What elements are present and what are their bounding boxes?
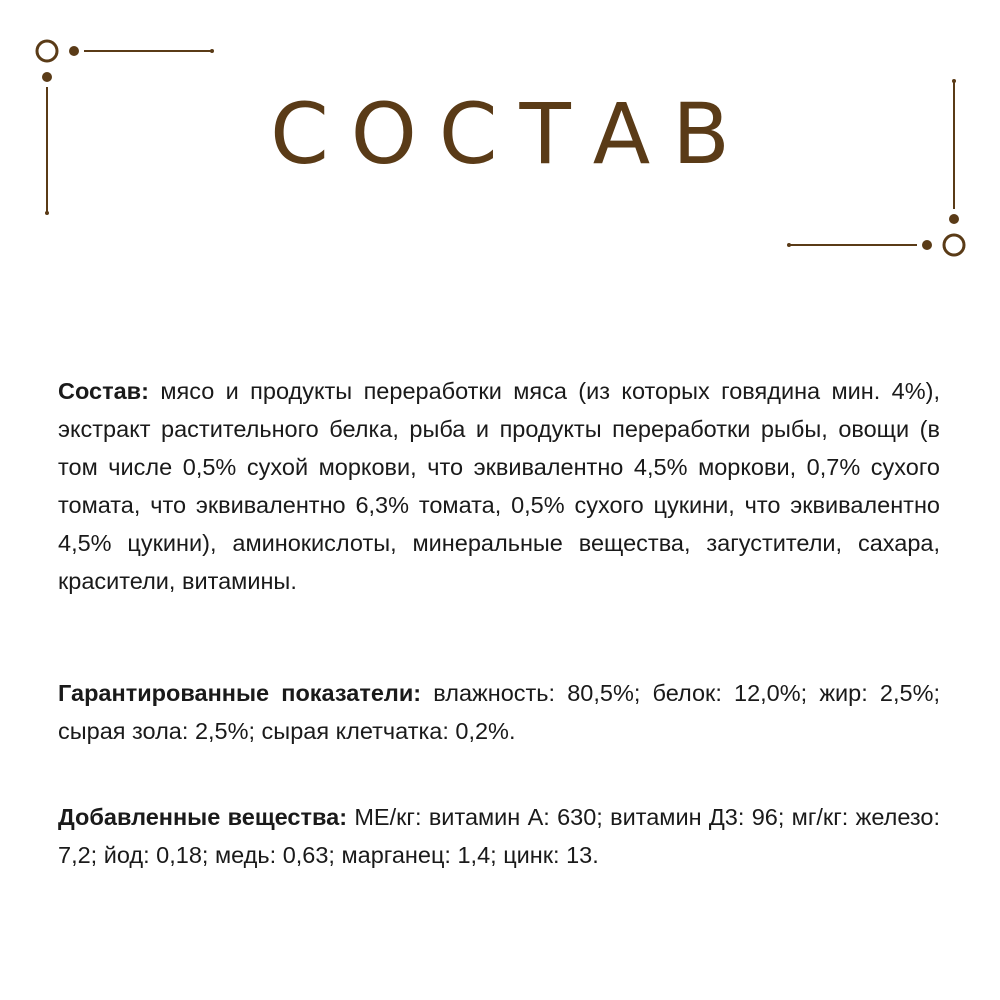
top-left-ring-icon [37, 41, 57, 61]
top-left-dot-vertical-icon [42, 72, 52, 82]
top-left-vertical-end-dot-icon [45, 211, 49, 215]
composition-label: Состав: [58, 378, 149, 404]
bottom-right-ring-icon [944, 235, 964, 255]
bottom-right-dot-horizontal-icon [922, 240, 932, 250]
top-left-horizontal-end-dot-icon [210, 49, 214, 53]
guaranteed-analysis-text: влажность: 80,5%; белок: 12,0%; жир: 2,5%; сырая зола: 2,5%; сырая клетчатка: 0,2%. [58, 680, 941, 744]
additives-text: МЕ/кг: витамин А: 630; витамин Д3: 96; мг/кг: железо: 7,2; йод: 0,18; медь: 0,63; марганец: 1,4; цинк: 13. [58, 804, 941, 868]
composition-section [58, 372, 940, 600]
bottom-right-dot-vertical-icon [949, 214, 959, 224]
bottom-right-vertical-end-dot-icon [952, 79, 956, 83]
top-left-dot-horizontal-icon [69, 46, 79, 56]
composition-text: мясо и продукты переработки мяса (из которых говядина мин. 4%), экстракт растительного белка, рыба и продукты переработки рыбы, овощи (в том числе 0,5% сухой моркови, что эквивалентно 4,5% моркови, 0,7% сухого томата, что эквивалентно 6,3% томата, 0,5% сухого цукини, что эквивалентно 4,5% цукини), аминокислоты, минеральные вещества, загустители, сахара, красители, витамины. [58, 378, 940, 594]
bottom-right-horizontal-end-dot-icon [787, 243, 791, 247]
page-title: СОСТАВ [270, 85, 752, 183]
guaranteed-analysis-section [58, 674, 940, 750]
additives-section [58, 798, 940, 874]
additives-label: Добавленные вещества: [58, 804, 348, 830]
guaranteed-analysis-label: Гарантированные показатели: [58, 680, 422, 706]
